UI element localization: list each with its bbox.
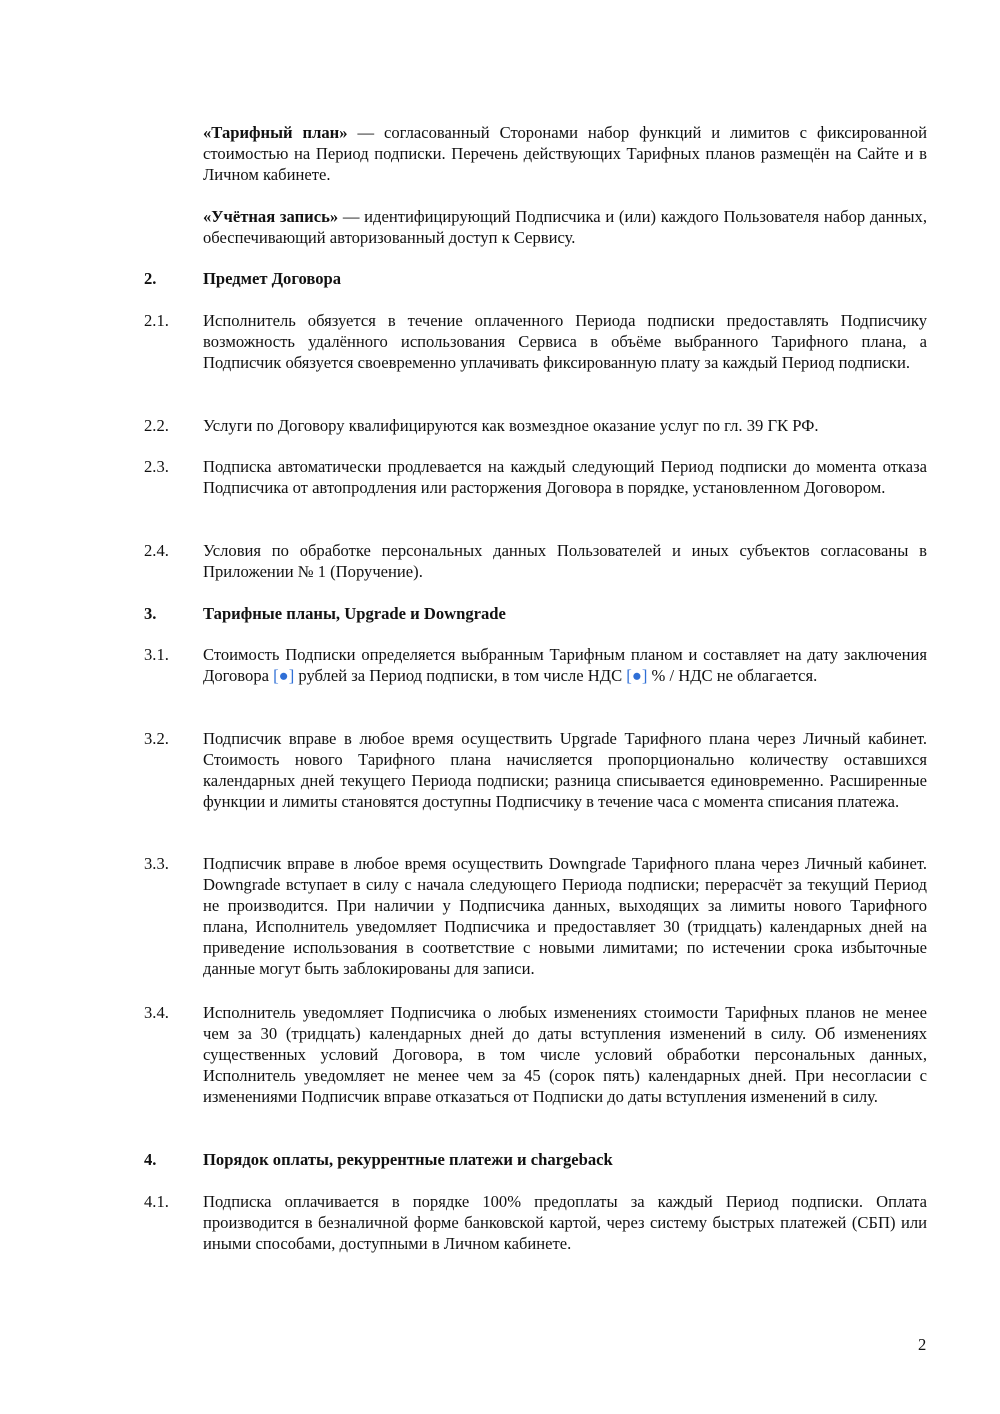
clause-number: 3.4. — [144, 1003, 169, 1022]
clause-text: Подписчик вправе в любое время осуществить Upgrade Тарифного плана через Личный кабинет. Стоимость нового Тарифного плана начисляется пропорционально количеству оставшихся календарных дней текущего Периода подписки; разница списывается единовременно. Расширенные функции и лимиты становятся доступны Подписчику в течение часа с момента списания платежа. — [203, 729, 927, 811]
clause-text: Исполнитель обязуется в течение оплаченного Периода подписки предоставлять Подписчику возможность удалённого использования Сервиса в объёме выбранного Тарифного плана, а Подписчик обязуется своевременно уплачивать фиксированную плату за каждый Период подписки. — [203, 311, 927, 372]
clause-number: 3.1. — [144, 645, 169, 664]
clause-number: 2.1. — [144, 311, 169, 330]
clause-text-part: % / НДС не облагается. — [647, 666, 818, 685]
clause-number: 2.4. — [144, 541, 169, 560]
clause-text: Условия по обработке персональных данных Пользователей и иных субъектов согласованы в Приложении № 1 (Поручение). — [203, 541, 927, 581]
clause-text: Исполнитель уведомляет Подписчика о любых изменениях стоимости Тарифных планов не менее чем за 30 (тридцать) календарных дней до даты вступления изменений в силу. Об изменениях существенных условий Договора, в том числе условий обработки персональных данных, Исполнитель уведомляет не менее чем за 45 (сорок пять) календарных дней. При несогласии с изменениями Подписчик вправе отказаться от Подписки до даты вступления изменений в силу. — [203, 1003, 927, 1106]
section-title: Предмет Договора — [203, 269, 342, 288]
definition-text: — согласованный Сторонами набор функций и лимитов с фиксированной стоимостью на Период подписки. Перечень действующих Тарифных планов размещён на Сайте и в Личном кабинете. — [203, 123, 927, 184]
placeholder-marker: [●] — [626, 666, 648, 685]
clause-text: Подписчик вправе в любое время осуществить Downgrade Тарифного плана через Личный кабинет. Downgrade вступает в силу с начала следующего Периода подписки; перерасчёт за текущий Период не производится. При наличии у Подписчика данных, выходящих за лимиты нового Тарифного плана, Исполнитель уведомляет Подписчика и предоставляет 30 (тридцать) календарных дней на приведение использования в соответствие с новыми лимитами; по истечении срока избыточные данные могут быть заблокированы для записи. — [203, 854, 927, 978]
clause-number: 3.3. — [144, 854, 169, 873]
section-number: 2. — [144, 269, 157, 288]
placeholder-marker: [●] — [273, 666, 295, 685]
definition-term: «Тарифный план» — [203, 123, 348, 142]
clause-text: Услуги по Договору квалифицируются как возмездное оказание услуг по гл. 39 ГК РФ. — [203, 416, 819, 435]
clause-number: 2.3. — [144, 457, 169, 476]
definition-term: «Учётная запись» — [203, 207, 339, 226]
clause-text — [203, 644, 927, 686]
section-number: 4. — [144, 1150, 157, 1169]
clause-number: 2.2. — [144, 416, 169, 435]
clause-text: Подписка оплачивается в порядке 100% предоплаты за каждый Период подписки. Оплата производится в безналичной форме банковской картой, через систему быстрых платежей (СБП) или иными способами, доступными в Личном кабинете. — [203, 1192, 927, 1253]
definition-tariff-plan — [203, 122, 927, 185]
definition-account — [203, 206, 927, 248]
clause-text: Подписка автоматически продлевается на каждый следующий Период подписки до момента отказа Подписчика от автопродления или расторжения Договора в порядке, установленном Договором. — [203, 457, 927, 497]
clause-number: 3.2. — [144, 729, 169, 748]
section-number: 3. — [144, 604, 157, 623]
clause-number: 4.1. — [144, 1192, 169, 1211]
section-title: Порядок оплаты, рекуррентные платежи и chargeback — [203, 1150, 613, 1169]
section-title: Тарифные планы, Upgrade и Downgrade — [203, 604, 506, 623]
clause-text-part: рублей за Период подписки, в том числе НДС — [294, 666, 627, 685]
definition-text: — идентифицирующий Подписчика и (или) каждого Пользователя набор данных, обеспечивающий авторизованный доступ к Сервису. — [203, 207, 928, 247]
page-number: 2 — [918, 1335, 927, 1354]
clause-text-part: Стоимость Подписки определяется выбранным Тарифным планом и составляет на дату заключения Договора — [203, 645, 927, 685]
